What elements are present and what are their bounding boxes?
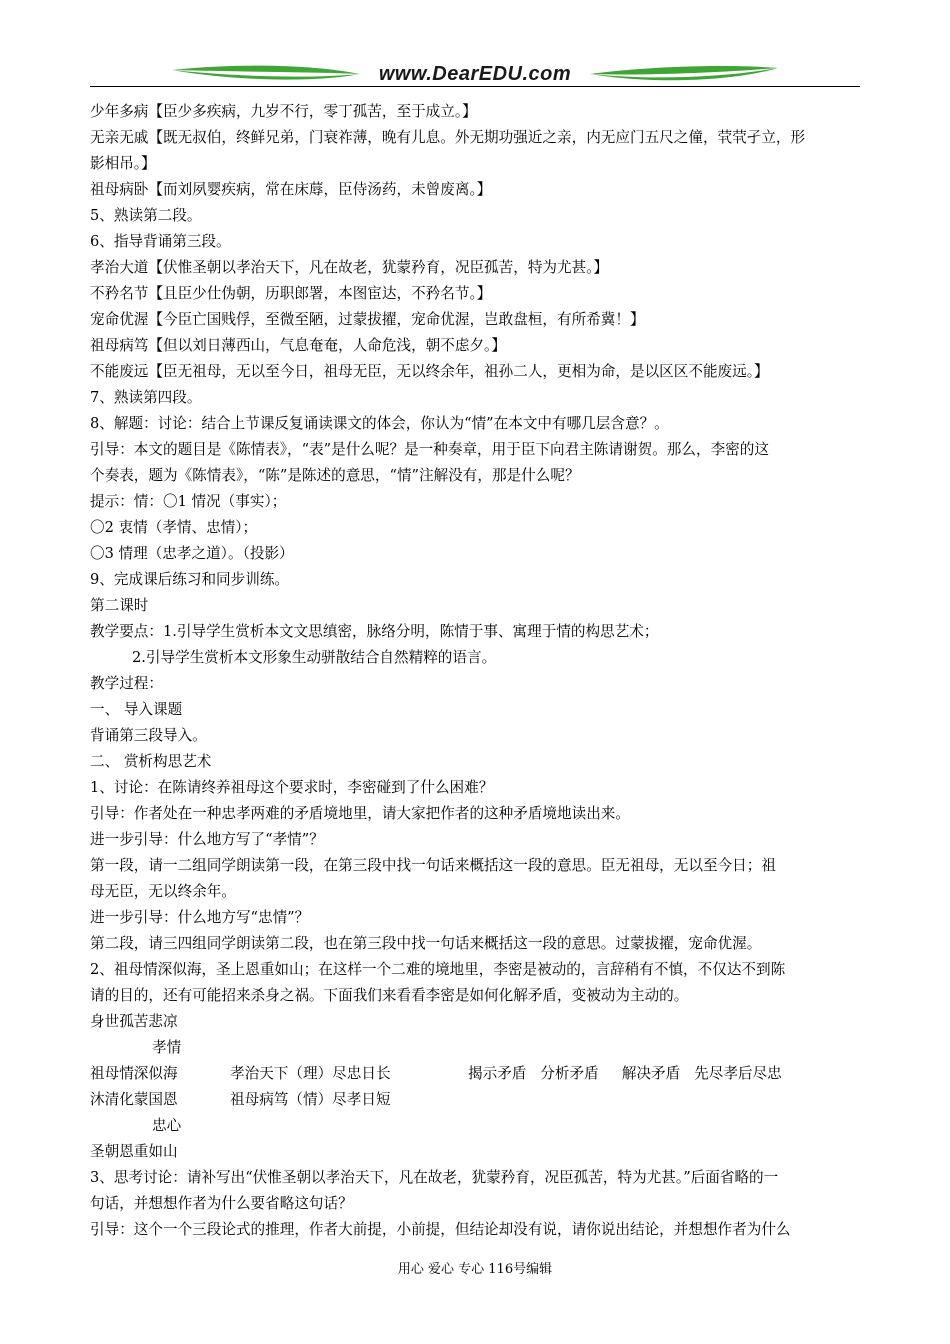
text-line: 少年多病【臣少多疾病，九岁不行，零丁孤苦，至于成立。】 (90, 103, 477, 120)
text-line: 祖母病笃【但以刘日薄西山，气息奄奄，人命危浅，朝不虑夕。】 (90, 337, 506, 354)
text-line: 6、指导背诵第三段。 (90, 233, 231, 250)
diagram-row-2 (90, 1087, 862, 1113)
text-line: 不矜名节【且臣少仕伪朝，历职郎署，本图宦达，不矜名节。】 (90, 285, 492, 302)
text-line: 母无臣，无以终余年。 (90, 883, 236, 900)
page-footer: 用心 爱心 专心 116号编辑 (397, 1262, 553, 1277)
text-line: 身世孤苦悲凉 (90, 1013, 178, 1030)
text-line: 句话，并想想作者为什么要省略这句话？ (90, 1195, 353, 1212)
diagram-cell: 祖母病笃（情）尽孝日短 (230, 1091, 391, 1108)
text-line: 第二段，请三四组同学朗读第二段，也在第三段中找一句话来概括这一段的意思。过蒙拔擢，宠命优渥。 (90, 935, 762, 952)
text-line: 进一步引导：什么地方写了“孝情”？ (90, 831, 324, 848)
text-line: 进一步引导：什么地方写“忠情”？ (90, 909, 310, 926)
text-line: 宠命优渥【今臣亡国贱俘，至微至陋，过蒙拔擢，宠命优渥，岂敢盘桓，有所希冀！】 (90, 311, 645, 328)
text-line: 5、熟读第二段。 (90, 207, 202, 224)
text-line: 2、祖母情深似海，圣上恩重如山；在这样一个二难的境地里，李密是被动的，言辞稍有不慎，不仅达不到陈 (90, 961, 786, 978)
text-line: 一、 导入课题 (90, 701, 183, 718)
text-line: 引导：作者处在一种忠孝两难的矛盾境地里，请大家把作者的这种矛盾境地读出来。 (90, 805, 630, 822)
text-line: 引导：本文的题目是《陈情表》，“表”是什么呢？是一种奏章，用于臣下向君主陈请谢贺。那么，李密的这 (90, 441, 769, 458)
diagram-cell: 祖母情深似海 (90, 1065, 178, 1082)
text-line: 祖母病卧【而刘夙婴疾病，常在床蓐，臣侍汤药，未曾废离。】 (90, 181, 492, 198)
text-line: 3、思考讨论：请补写出“伏惟圣朝以孝治天下，凡在故老，犹蒙矜育，况臣孤苦，特为尤甚。”后面省略的一 (90, 1169, 779, 1186)
text-line: 请的目的，还有可能招来杀身之祸。下面我们来看看李密是如何化解矛盾，变被动为主动的。 (90, 987, 689, 1004)
diagram-label-xiaoqing: 孝情 (152, 1039, 182, 1056)
text-line: 〇3 情理（忠孝之道）。（投影） (90, 545, 294, 562)
site-logo[interactable]: www.DearEDU.com (378, 63, 572, 85)
diagram-cell: 揭示矛盾 分析矛盾 解决矛盾 先尽孝后尽忠 (468, 1065, 782, 1082)
header-rule (90, 86, 860, 87)
text-line: 第二课时 (90, 597, 149, 614)
text-line: 2.引导学生赏析本文形象生动骈散结合自然精粹的语言。 (132, 649, 497, 666)
text-line: 引导：这个一个三段论式的推理，作者大前提，小前提，但结论却没有说，请你说出结论，并想想作者为什么 (90, 1221, 791, 1238)
text-line: 〇2 衷情（孝情、忠情）； (90, 519, 258, 536)
text-line: 影相吊。】 (90, 155, 156, 172)
text-line: 第一段，请一二组同学朗读第一段，在第三段中找一句话来概括这一段的意思。臣无祖母，无以至今日；祖 (90, 857, 776, 874)
text-line: 背诵第三段导入。 (90, 727, 207, 744)
text-line: 个奏表，题为《陈情表》，“陈”是陈述的意思，“情”注解没有，那是什么呢？ (90, 467, 580, 484)
text-line: 不能废远【臣无祖母，无以至今日，祖母无臣，无以终余年，祖孙二人，更相为命，是以区区不能废远。】 (90, 363, 769, 380)
document-body (90, 99, 862, 1243)
text-line: 教学过程： (90, 675, 163, 692)
text-line: 1、讨论：在陈请终养祖母这个要求时，李密碰到了什么困难？ (90, 779, 494, 796)
text-line: 提示：情：〇1 情况（事实）； (90, 493, 287, 510)
text-line: 孝治大道【伏惟圣朝以孝治天下，凡在故老，犹蒙矜育，况臣孤苦，特为尤甚。】 (90, 259, 609, 276)
text-line: 二、 赏析构思艺术 (90, 753, 212, 770)
text-line: 教学要点：1.引导学生赏析本文文思缜密，脉络分明，陈情于事、寓理于情的构思艺术； (90, 623, 659, 640)
text-line: 8、解题：讨论：结合上节课反复诵读课文的体会，你认为“情”在本文中有哪几层含意？。 (90, 415, 669, 432)
diagram-cell: 沐清化蒙国恩 (90, 1091, 178, 1108)
diagram-row-1 (90, 1061, 862, 1087)
diagram-cell: 孝治天下（理）尽忠日长 (230, 1065, 391, 1082)
diagram-label-last: 圣朝恩重如山 (90, 1143, 178, 1160)
text-line: 无亲无戚【既无叔伯，终鲜兄弟，门衰祚薄，晚有儿息。外无期功强近之亲，内无应门五尺之僮，茕茕孑立，形 (90, 129, 806, 146)
diagram-label-zhongxin: 忠心 (152, 1117, 182, 1134)
text-line: 9、完成课后练习和同步训练。 (90, 571, 290, 588)
text-line: 7、熟读第四段。 (90, 389, 202, 406)
